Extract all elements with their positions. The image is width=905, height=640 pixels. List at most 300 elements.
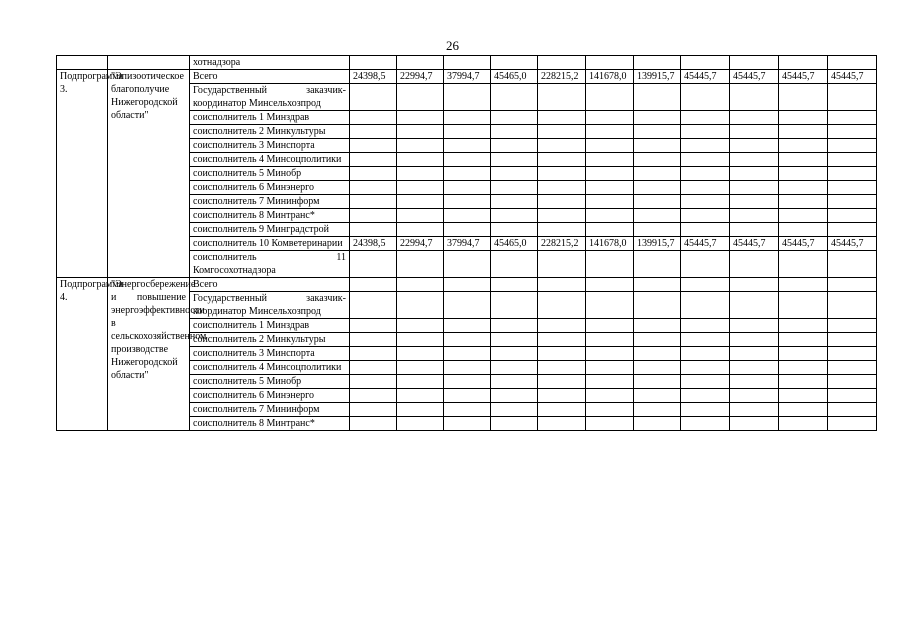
value-cell — [444, 209, 491, 223]
value-cell — [538, 56, 586, 70]
value-cell — [586, 292, 634, 319]
value-cell — [634, 167, 681, 181]
value-cell — [681, 251, 730, 278]
value-cell — [586, 361, 634, 375]
value-cell — [634, 361, 681, 375]
value-cell — [397, 375, 444, 389]
value-cell — [444, 333, 491, 347]
value-cell — [444, 389, 491, 403]
value-cell: 45445,7 — [681, 237, 730, 251]
value-cell — [634, 84, 681, 111]
value-cell — [538, 333, 586, 347]
value-cell: 139915,7 — [634, 237, 681, 251]
value-cell — [681, 292, 730, 319]
value-cell — [538, 195, 586, 209]
value-cell — [634, 403, 681, 417]
value-cell — [444, 375, 491, 389]
value-cell — [730, 181, 779, 195]
value-cell — [730, 167, 779, 181]
value-cell — [586, 209, 634, 223]
value-cell — [350, 209, 397, 223]
value-cell — [397, 389, 444, 403]
value-cell — [444, 84, 491, 111]
table-row — [57, 56, 877, 70]
value-cell — [397, 347, 444, 361]
value-cell — [444, 195, 491, 209]
value-cell — [681, 153, 730, 167]
value-cell — [491, 361, 538, 375]
value-cell — [681, 347, 730, 361]
value-cell — [397, 361, 444, 375]
value-cell — [397, 223, 444, 237]
value-cell — [730, 347, 779, 361]
value-cell — [397, 84, 444, 111]
value-cell — [491, 181, 538, 195]
group-label: Подпрограмма 4. — [57, 278, 108, 431]
value-cell — [444, 139, 491, 153]
value-cell — [828, 319, 877, 333]
value-cell — [350, 111, 397, 125]
value-cell — [538, 251, 586, 278]
value-cell — [538, 417, 586, 431]
value-cell — [828, 251, 877, 278]
row-name: соисполнитель 7 Мининформ — [190, 403, 350, 417]
value-cell — [538, 389, 586, 403]
value-cell — [444, 223, 491, 237]
value-cell: 37994,7 — [444, 70, 491, 84]
value-cell: 228215,2 — [538, 70, 586, 84]
value-cell — [634, 56, 681, 70]
value-cell — [491, 403, 538, 417]
value-cell — [828, 389, 877, 403]
value-cell — [828, 111, 877, 125]
row-name: Государственный заказчик-координатор Минсельхозпрод — [190, 84, 350, 111]
value-cell — [634, 223, 681, 237]
value-cell — [538, 125, 586, 139]
value-cell — [828, 347, 877, 361]
value-cell — [634, 278, 681, 292]
value-cell — [634, 389, 681, 403]
value-cell — [634, 333, 681, 347]
value-cell — [730, 278, 779, 292]
value-cell — [586, 417, 634, 431]
value-cell — [444, 167, 491, 181]
value-cell — [779, 56, 828, 70]
value-cell — [444, 403, 491, 417]
value-cell — [681, 278, 730, 292]
value-cell: 45445,7 — [730, 237, 779, 251]
value-cell — [538, 111, 586, 125]
value-cell — [828, 375, 877, 389]
value-cell — [397, 319, 444, 333]
row-name: соисполнитель 4 Минсоцполитики — [190, 153, 350, 167]
value-cell — [828, 56, 877, 70]
value-cell — [491, 153, 538, 167]
group-label: Подпрограмма 3. — [57, 70, 108, 278]
value-cell — [586, 278, 634, 292]
value-cell — [350, 153, 397, 167]
value-cell — [491, 195, 538, 209]
value-cell — [730, 84, 779, 111]
value-cell — [491, 251, 538, 278]
value-cell — [828, 125, 877, 139]
value-cell — [444, 56, 491, 70]
value-cell — [444, 417, 491, 431]
value-cell — [350, 403, 397, 417]
value-cell: 139915,7 — [634, 70, 681, 84]
value-cell — [634, 347, 681, 361]
value-cell — [586, 319, 634, 333]
row-name: соисполнитель 3 Минспорта — [190, 347, 350, 361]
value-cell — [634, 139, 681, 153]
value-cell — [350, 167, 397, 181]
row-name: соисполнитель 6 Минэнерго — [190, 181, 350, 195]
value-cell — [634, 375, 681, 389]
value-cell — [681, 125, 730, 139]
value-cell — [730, 223, 779, 237]
value-cell: 45445,7 — [681, 70, 730, 84]
value-cell — [350, 181, 397, 195]
value-cell — [730, 195, 779, 209]
value-cell — [681, 223, 730, 237]
value-cell — [681, 389, 730, 403]
value-cell — [681, 361, 730, 375]
value-cell — [444, 347, 491, 361]
value-cell — [397, 403, 444, 417]
value-cell — [350, 125, 397, 139]
page-number: 26 — [446, 38, 459, 53]
value-cell — [491, 223, 538, 237]
value-cell — [730, 251, 779, 278]
value-cell — [779, 209, 828, 223]
value-cell — [730, 403, 779, 417]
value-cell — [681, 167, 730, 181]
row-name: соисполнитель 2 Минкультуры — [190, 333, 350, 347]
value-cell — [491, 139, 538, 153]
value-cell — [538, 84, 586, 111]
value-cell — [828, 84, 877, 111]
value-cell — [779, 319, 828, 333]
value-cell — [586, 223, 634, 237]
value-cell — [634, 181, 681, 195]
value-cell — [397, 111, 444, 125]
value-cell — [779, 84, 828, 111]
value-cell — [586, 125, 634, 139]
value-cell — [730, 333, 779, 347]
value-cell — [538, 292, 586, 319]
value-cell — [586, 181, 634, 195]
row-name: соисполнитель 5 Минобр — [190, 375, 350, 389]
value-cell — [828, 139, 877, 153]
value-cell — [586, 139, 634, 153]
value-cell — [681, 84, 730, 111]
value-cell — [828, 292, 877, 319]
value-cell — [444, 153, 491, 167]
value-cell: 228215,2 — [538, 237, 586, 251]
value-cell — [350, 139, 397, 153]
group-title: "Энергосбережение и повышение энергоэффективности в сельскохозяйственном производстве Нижегородской области" — [108, 278, 190, 431]
value-cell — [779, 139, 828, 153]
value-cell — [491, 417, 538, 431]
value-cell — [681, 56, 730, 70]
value-cell — [350, 333, 397, 347]
value-cell — [586, 195, 634, 209]
value-cell — [491, 125, 538, 139]
value-cell — [828, 278, 877, 292]
value-cell — [634, 209, 681, 223]
row-name: соисполнитель 3 Минспорта — [190, 139, 350, 153]
value-cell — [538, 181, 586, 195]
value-cell — [828, 195, 877, 209]
value-cell — [779, 181, 828, 195]
value-cell — [350, 56, 397, 70]
value-cell — [681, 403, 730, 417]
value-cell — [779, 361, 828, 375]
value-cell: 45465,0 — [491, 70, 538, 84]
value-cell — [350, 84, 397, 111]
value-cell — [634, 125, 681, 139]
value-cell — [681, 333, 730, 347]
row-name: соисполнитель 2 Минкультуры — [190, 125, 350, 139]
table-row — [57, 278, 877, 292]
value-cell — [779, 153, 828, 167]
value-cell — [538, 139, 586, 153]
value-cell: 22994,7 — [397, 237, 444, 251]
row-name: соисполнитель 1 Минздрав — [190, 319, 350, 333]
value-cell — [538, 361, 586, 375]
value-cell — [444, 181, 491, 195]
value-cell — [397, 278, 444, 292]
table-row — [57, 70, 877, 84]
group-label-cell — [57, 56, 108, 70]
row-name: соисполнитель 8 Минтранс* — [190, 417, 350, 431]
value-cell — [730, 209, 779, 223]
value-cell — [634, 417, 681, 431]
value-cell — [350, 389, 397, 403]
value-cell — [779, 111, 828, 125]
value-cell — [634, 319, 681, 333]
value-cell — [634, 251, 681, 278]
value-cell: 45445,7 — [779, 70, 828, 84]
value-cell — [681, 181, 730, 195]
value-cell — [779, 223, 828, 237]
row-name: Всего — [190, 70, 350, 84]
value-cell — [586, 84, 634, 111]
value-cell — [828, 167, 877, 181]
value-cell — [350, 347, 397, 361]
value-cell — [779, 347, 828, 361]
value-cell — [730, 292, 779, 319]
value-cell — [397, 139, 444, 153]
value-cell — [397, 209, 444, 223]
value-cell — [828, 209, 877, 223]
value-cell — [681, 195, 730, 209]
value-cell — [779, 389, 828, 403]
value-cell: 24398,5 — [350, 237, 397, 251]
value-cell — [586, 111, 634, 125]
value-cell — [828, 361, 877, 375]
value-cell — [586, 389, 634, 403]
row-name: соисполнитель 8 Минтранс* — [190, 209, 350, 223]
value-cell — [444, 111, 491, 125]
value-cell — [586, 251, 634, 278]
value-cell: 37994,7 — [444, 237, 491, 251]
value-cell — [491, 111, 538, 125]
row-name: Всего — [190, 278, 350, 292]
value-cell — [397, 181, 444, 195]
value-cell — [538, 375, 586, 389]
value-cell — [350, 195, 397, 209]
value-cell — [681, 209, 730, 223]
value-cell: 24398,5 — [350, 70, 397, 84]
value-cell — [538, 319, 586, 333]
value-cell — [779, 375, 828, 389]
value-cell — [779, 333, 828, 347]
value-cell — [350, 361, 397, 375]
value-cell — [491, 84, 538, 111]
value-cell — [444, 125, 491, 139]
value-cell — [491, 56, 538, 70]
value-cell — [397, 251, 444, 278]
value-cell — [681, 111, 730, 125]
row-name: соисполнитель 9 Минградстрой — [190, 223, 350, 237]
value-cell — [350, 417, 397, 431]
value-cell — [779, 125, 828, 139]
value-cell — [444, 251, 491, 278]
value-cell — [586, 167, 634, 181]
value-cell — [730, 375, 779, 389]
value-cell: 22994,7 — [397, 70, 444, 84]
value-cell — [350, 292, 397, 319]
value-cell — [634, 195, 681, 209]
value-cell — [828, 153, 877, 167]
value-cell: 45445,7 — [828, 237, 877, 251]
row-name: соисполнитель 6 Минэнерго — [190, 389, 350, 403]
row-name: соисполнитель 1 Минздрав — [190, 111, 350, 125]
value-cell — [730, 111, 779, 125]
value-cell — [538, 403, 586, 417]
value-cell — [586, 153, 634, 167]
value-cell — [491, 319, 538, 333]
value-cell — [491, 389, 538, 403]
row-name: Государственный заказчик-координатор Минсельхозпрод — [190, 292, 350, 319]
value-cell — [397, 195, 444, 209]
value-cell — [828, 181, 877, 195]
value-cell — [634, 292, 681, 319]
value-cell — [730, 417, 779, 431]
value-cell — [491, 278, 538, 292]
value-cell — [730, 389, 779, 403]
value-cell — [730, 139, 779, 153]
value-cell — [681, 375, 730, 389]
row-name: соисполнитель 10 Комветеринарии — [190, 237, 350, 251]
value-cell — [779, 278, 828, 292]
row-name: соисполнитель 5 Минобр — [190, 167, 350, 181]
value-cell — [538, 209, 586, 223]
group-title: "Эпизоотическое благополучие Нижегородской области" — [108, 70, 190, 278]
value-cell: 45445,7 — [730, 70, 779, 84]
value-cell — [828, 223, 877, 237]
value-cell — [828, 333, 877, 347]
value-cell — [586, 333, 634, 347]
value-cell — [444, 319, 491, 333]
table-body — [57, 56, 877, 431]
value-cell — [444, 292, 491, 319]
value-cell: 141678,0 — [586, 70, 634, 84]
value-cell — [730, 361, 779, 375]
value-cell — [350, 251, 397, 278]
value-cell — [350, 375, 397, 389]
value-cell — [397, 417, 444, 431]
value-cell — [828, 403, 877, 417]
value-cell — [444, 361, 491, 375]
value-cell: 45445,7 — [828, 70, 877, 84]
value-cell — [586, 347, 634, 361]
value-cell — [681, 417, 730, 431]
value-cell — [491, 375, 538, 389]
value-cell — [779, 167, 828, 181]
value-cell — [397, 333, 444, 347]
row-name: соисполнитель 4 Минсоцполитики — [190, 361, 350, 375]
value-cell — [779, 292, 828, 319]
value-cell — [681, 139, 730, 153]
value-cell — [350, 278, 397, 292]
value-cell — [491, 292, 538, 319]
value-cell — [491, 209, 538, 223]
value-cell: 141678,0 — [586, 237, 634, 251]
value-cell — [397, 292, 444, 319]
value-cell — [779, 251, 828, 278]
value-cell — [444, 278, 491, 292]
value-cell — [491, 333, 538, 347]
value-cell — [730, 56, 779, 70]
value-cell — [634, 111, 681, 125]
value-cell: 45445,7 — [779, 237, 828, 251]
value-cell — [397, 125, 444, 139]
value-cell — [350, 223, 397, 237]
value-cell — [350, 319, 397, 333]
value-cell — [397, 153, 444, 167]
value-cell — [779, 403, 828, 417]
value-cell — [828, 417, 877, 431]
value-cell — [730, 153, 779, 167]
value-cell — [397, 56, 444, 70]
value-cell — [586, 403, 634, 417]
value-cell: 45465,0 — [491, 237, 538, 251]
value-cell — [491, 347, 538, 361]
row-name: соисполнитель 11 Комгосохотнадзора — [190, 251, 350, 278]
row-name: хотнадзора — [190, 56, 350, 70]
value-cell — [730, 125, 779, 139]
value-cell — [779, 195, 828, 209]
value-cell — [538, 223, 586, 237]
value-cell — [538, 167, 586, 181]
row-name: соисполнитель 7 Мининформ — [190, 195, 350, 209]
value-cell — [730, 319, 779, 333]
value-cell — [397, 167, 444, 181]
value-cell — [538, 278, 586, 292]
budget-table — [56, 55, 877, 431]
value-cell — [586, 56, 634, 70]
value-cell — [681, 319, 730, 333]
value-cell — [634, 153, 681, 167]
value-cell — [538, 153, 586, 167]
value-cell — [586, 375, 634, 389]
value-cell — [779, 417, 828, 431]
group-title-cell — [108, 56, 190, 70]
value-cell — [538, 347, 586, 361]
value-cell — [491, 167, 538, 181]
